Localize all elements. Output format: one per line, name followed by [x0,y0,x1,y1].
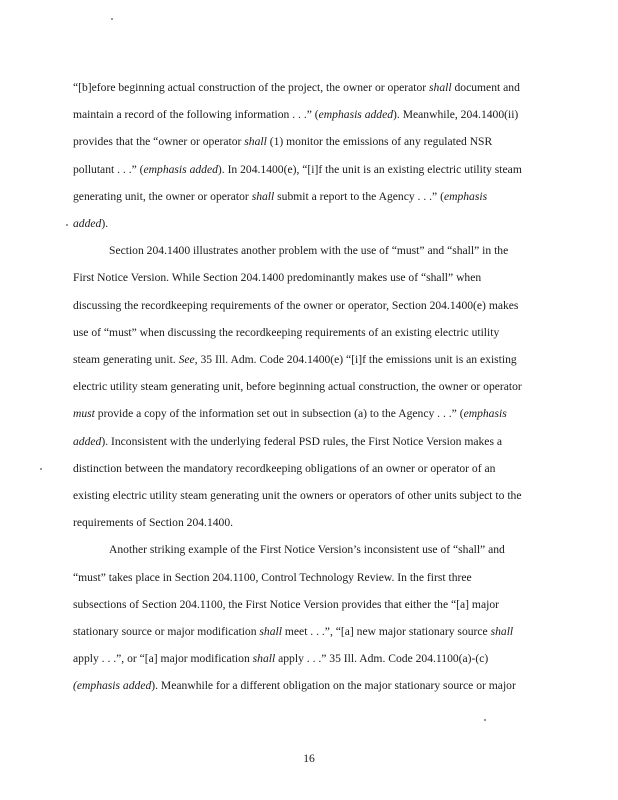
emphasized-text: emphasis added [318,108,394,122]
text-line [73,428,543,455]
emphasized-text: shall [251,189,275,203]
text-line [73,373,543,400]
text-run: provide a copy of the information set out in subsection (a) to the Agency . . .” ( [94,407,464,421]
scan-speck [40,468,42,470]
text-line [73,672,543,699]
text-run: use of “must” when discussing the recordkeeping requirements of an existing electric utility [73,325,500,339]
text-run: First Notice Version. While Section 204.1400 predominantly makes use of “shall” when [73,271,482,285]
text-line [73,400,543,427]
emphasized-text: emphasis added [143,162,218,176]
text-run: apply . . .” 35 Ill. Adm. Code 204.1100(a)-(c) [275,652,489,666]
text-run: ). Inconsistent with the underlying federal PSD rules, the First Notice Version makes a [101,434,503,448]
text-run: subsections of Section 204.1100, the First Notice Version provides that either the “[a] major [73,597,499,611]
paragraph [73,74,543,237]
emphasized-text: shall [259,625,282,639]
text-line [73,618,543,645]
text-run: electric utility steam generating unit, before beginning actual construction, the owner or operator [73,380,522,394]
text-run: distinction between the mandatory recordkeeping obligations of an owner or operator of an [73,461,496,475]
text-run: existing electric utility steam generating unit the owners or operators of other units subject to the [73,489,522,503]
text-line [73,156,543,183]
emphasized-text: emphasis [443,189,488,203]
text-run: ). Meanwhile, 204.1400(ii) [393,108,519,122]
text-run: “[b]efore beginning actual construction of the project, the owner or operator [73,81,430,94]
text-line [73,292,543,319]
text-line [73,128,543,155]
text-run: apply . . .”, or “[a] major modification [73,652,253,666]
paragraph [73,237,543,536]
text-line [73,101,543,128]
emphasized-text: must [73,407,95,421]
text-run: generating unit, the owner or operator [73,189,252,203]
emphasized-text: emphasis [463,407,507,421]
emphasized-text: shall [490,625,514,639]
text-run: ). In 204.1400(e), “[i]f the unit is an existing electric utility steam [217,162,522,176]
scan-speck [484,719,486,721]
text-run: “must” takes place in Section 204.1100, Control Technology Review. In the first three [73,570,472,584]
text-line [73,564,543,591]
emphasized-text: shall [429,81,452,94]
text-line [73,536,543,563]
text-line [73,183,543,210]
text-line [73,455,543,482]
text-line [73,346,543,373]
text-run: requirements of Section 204.1400. [73,516,234,530]
emphasized-text: shall [244,135,267,149]
scan-speck [66,224,68,226]
emphasized-text: shall [252,652,276,666]
text-run: discussing the recordkeeping requirements of the owner or operator, Section 204.1400(e) makes [73,298,519,312]
emphasized-text: emphasis added [76,679,152,693]
text-line [73,645,543,672]
emphasized-text: ( [73,679,77,693]
text-line [73,509,543,536]
text-line [73,319,543,346]
text-run: provides that the “owner or operator [73,135,245,149]
text-run: Another striking example of the First Notice Version’s inconsistent use of “shall” and [109,543,505,557]
emphasized-text: See [178,353,195,367]
emphasized-text: added [73,434,102,448]
text-run: ). Meanwhile for a different obligation on the major stationary source or major [151,679,516,693]
text-line [73,237,543,264]
text-run: maintain a record of the following information . . .” ( [73,108,319,122]
text-line [73,591,543,618]
text-run: , 35 Ill. Adm. Code 204.1400(e) “[i]f the emissions unit is an existing [194,353,517,367]
text-run: (1) monitor the emissions of any regulated NSR [266,135,493,149]
text-run: meet . . .”, “[a] new major stationary source [281,625,491,639]
text-line [73,482,543,509]
text-line [73,74,543,101]
scan-speck [111,18,113,20]
text-run: ). [101,217,109,231]
text-run: submit a report to the Agency . . .” ( [274,189,444,203]
text-run: stationary source or major modification [73,625,260,639]
body-text [73,74,543,700]
text-run: pollutant . . .” ( [73,162,144,176]
paragraph [73,536,543,699]
text-run: Section 204.1400 illustrates another problem with the use of “must” and “shall” in the [109,244,509,258]
text-run: document and [451,81,520,94]
emphasized-text: added [73,217,102,231]
text-line [73,264,543,291]
text-line [73,210,543,237]
page-number: 16 [303,752,315,765]
text-run: steam generating unit. [73,353,179,367]
